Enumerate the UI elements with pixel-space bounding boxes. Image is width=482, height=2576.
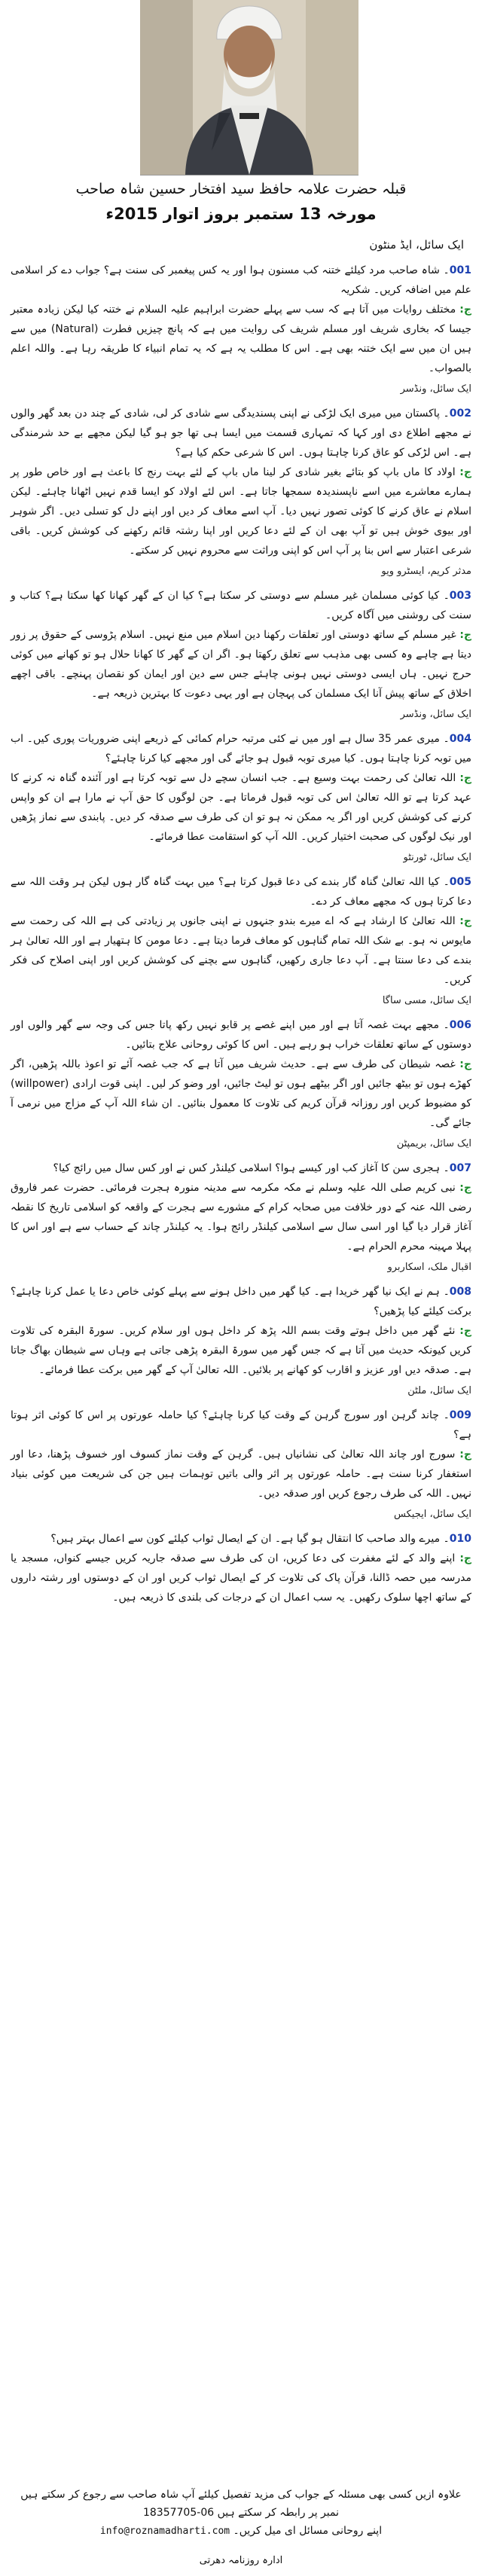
answer-tag: ج: xyxy=(459,1058,471,1070)
next-sender: ایک سائل، مسی ساگا xyxy=(382,995,471,1006)
qa-entry xyxy=(11,586,471,723)
answer-tag: ج: xyxy=(459,304,471,316)
question-text: 001۔ شاہ صاحب مرد کیلئے ختنہ کب مسنون ہوا اور یہ کس پیغمبر کی سنت ہے؟ جواب دے کر اسلامی علم میں اضافہ کریں۔ شکریہ xyxy=(11,264,471,296)
next-sender: اقبال ملک، اسکاربرو xyxy=(387,1262,471,1273)
question-number: 010 xyxy=(449,1533,471,1545)
qa-entry xyxy=(11,872,471,1009)
qa-entry xyxy=(11,1406,471,1523)
next-sender: ایک سائل، بریمپٹن xyxy=(396,1138,471,1149)
answer-text xyxy=(11,1321,471,1380)
question-number: 004 xyxy=(449,733,471,745)
qa-entry xyxy=(11,1015,471,1152)
question-body: میری عمر 35 سال ہے اور میں نے کئی مرتبہ حرام کمائی کے ذریعے اپنی ضروریات پوری کیں۔ اب میں توبہ کرنا چاہتا ہوں۔ کیا میری توبہ قبول ہو جائے گی اور مجھے کیا کرنا چاہئے؟ xyxy=(11,733,471,765)
qa-entry xyxy=(11,1529,471,1607)
first-sender: ایک سائل، ایڈ منٹون xyxy=(369,238,464,252)
question-text: 007۔ ہجری سن کا آغاز کب اور کیسے ہوا؟ اسلامی کیلنڈر کس نے اور کس سال میں رائج کیا؟ xyxy=(53,1162,471,1174)
answer-text xyxy=(11,1549,471,1607)
answer-body: اپنے والد کے لئے مغفرت کی دعا کریں، ان کی طرف سے صدقہ جاریہ کریں جیسے کنواں، مسجد یا مدرسہ میں حصہ ڈالنا، قرآن پاک کی تلاوت کر کے ایصال ثواب کریں اور ان کے دوستوں اور رشتہ داروں کے ساتھ اچھا سلوک رکھیں۔ یہ سب اعمال ان کے درجات کی بلندی کا ذریعہ ہیں۔ xyxy=(11,1552,471,1604)
portrait-image xyxy=(140,0,358,175)
publisher-line: ادارہ روزنامہ دھرتی xyxy=(199,2555,283,2566)
qa-entry xyxy=(11,404,471,580)
answer-text xyxy=(11,768,471,847)
answer-body: مختلف روایات میں آتا ہے کہ سب سے پہلے حضرت ابراہیم علیہ السلام نے ختنہ کیا لیکن زیادہ معتبر جیسا کہ بخاری شریف اور مسلم شریف کی روایت میں ہے کہ پانچ چیزیں فطرت (Natural) میں سے ہیں ان میں سے ایک ختنہ بھی ہے۔ اس کا مطلب یہ ہے کہ یہ تمام انبیاء کا طریقہ رہا ہے۔ واللہ اعلم بالصواب۔ xyxy=(11,304,471,374)
question-text: 010۔ میرے والد صاحب کا انتقال ہو گیا ہے۔ ان کے ایصال ثواب کیلئے کون سے اعمال بہتر ہیں؟ xyxy=(50,1533,471,1545)
question-text: 006۔ مجھے بہت غصہ آتا ہے اور میں اپنے غصے پر قابو نہیں رکھ پاتا جس کی وجہ سے گھر والوں اور دوستوں کے ساتھ تعلقات خراب ہو رہے ہیں۔ اس کا کوئی روحانی علاج بتائیں۔ xyxy=(11,1019,471,1051)
qa-column xyxy=(11,261,471,1612)
question-body: چاند گرہن اور سورج گرہن کے وقت کیا کرنا چاہئے؟ کیا حاملہ عورتوں پر اس کا کوئی اثر ہوتا ہے؟ xyxy=(11,1409,471,1441)
question-text: 008۔ ہم نے ایک نیا گھر خریدا ہے۔ کیا گھر میں داخل ہونے سے پہلے کوئی خاص دعا یا عمل کرنا چاہئے؟ برکت کیلئے کیا پڑھیں؟ xyxy=(11,1286,472,1317)
answer-body: اللہ تعالیٰ کی رحمت بہت وسیع ہے۔ جب انسان سچے دل سے توبہ کرتا ہے اور آئندہ گناہ نہ کرنے کا عہد کرتا ہے تو اللہ تعالیٰ اس کی توبہ قبول فرماتا ہے۔ جن لوگوں کا حق آپ نے مارا ہے ان کو واپس کرنے کی کوشش کریں اور اگر یہ ممکن نہ ہو تو ان کی طرف سے صدقہ کر دیں۔ پابندی سے نماز پڑھیں اور نیک لوگوں کی صحبت اختیار کریں۔ اللہ آپ کو استقامت عطا فرمائے۔ xyxy=(11,772,471,843)
answer-tag: ج: xyxy=(459,1448,471,1460)
answer-body: غصہ شیطان کی طرف سے ہے۔ حدیث شریف میں آتا ہے کہ جب غصہ آئے تو اعوذ باللہ پڑھیں، اگر کھڑے ہوں تو بیٹھ جائیں اور اگر بیٹھے ہوں تو لیٹ جائیں، اور وضو کر لیں۔ اپنی قوت ارادی (willpower) کو مضبوط کریں اور روزانہ قرآن کریم کی تلاوت کا معمول بنائیں۔ ان شاء اللہ آپ کے مزاج میں نرمی آ جائے گی۔ xyxy=(11,1058,471,1129)
qa-entry xyxy=(11,1158,471,1276)
answer-tag: ج: xyxy=(459,1552,472,1564)
contact-email-link[interactable]: info@roznamadharti.com xyxy=(99,2526,230,2537)
answer-body: نئے گھر میں داخل ہوتے وقت بسم اللہ پڑھ کر داخل ہوں اور سلام کریں۔ سورۃ البقرہ کی تلاوت کریں کیونکہ حدیث میں آتا ہے کہ جس گھر میں سورۃ البقرہ پڑھی جاتی ہے وہاں سے شیطان بھاگ جاتا ہے۔ صدقہ دیں اور عزیز و اقارب کو کھانے پر بلائیں۔ اللہ تعالیٰ آپ کے گھر میں برکت عطا فرمائے۔ xyxy=(11,1325,471,1376)
answer-text xyxy=(11,1178,471,1256)
question-number: 009 xyxy=(449,1409,472,1421)
answer-text xyxy=(11,1055,471,1133)
question-body: شاہ صاحب مرد کیلئے ختنہ کب مسنون ہوا اور یہ کس پیغمبر کی سنت ہے؟ جواب دے کر اسلامی علم میں اضافہ کریں۔ شکریہ xyxy=(11,264,471,296)
answer-tag: ج: xyxy=(459,772,472,784)
photo-caption: قبلہ حضرت علامہ حافظ سید افتخار حسین شاہ صاحب xyxy=(75,181,407,197)
question-text: 004۔ میری عمر 35 سال ہے اور میں نے کئی مرتبہ حرام کمائی کے ذریعے اپنی ضروریات پوری کیں۔ اب میں توبہ کرنا چاہتا ہوں۔ کیا میری توبہ قبول ہو جائے گی اور مجھے کیا کرنا چاہئے؟ xyxy=(11,733,471,765)
question-text: 002۔ پاکستان میں میری ایک لڑکی نے اپنی پسندیدگی سے شادی کر لی، شادی کے چند دن بعد گھر والوں نے مجھے اطلاع دی اور کہا کہ تمہاری قسمت میں ایسا ہی تھا جو ہو گیا لیکن مجھے بے حد شرمندگی ہے۔ اس لڑکی کو عاق کرنا چاہتا ہوں۔ اس کا شرعی حکم کیا ہے؟ xyxy=(11,407,471,459)
question-text: 005۔ کیا اللہ تعالیٰ گناہ گار بندے کی دعا قبول کرتا ہے؟ میں بہت گناہ گار ہوں لیکن ہر وقت اللہ سے دعا کرتا ہوں کہ مجھے معاف کر دے۔ xyxy=(11,876,472,908)
answer-tag: ج: xyxy=(459,915,471,927)
answer-text xyxy=(11,300,471,378)
question-number: 005 xyxy=(449,876,472,888)
answer-text xyxy=(11,1445,471,1503)
answer-text xyxy=(11,462,471,560)
answer-tag: ج: xyxy=(459,1182,471,1194)
answer-body: اولاد کا ماں باپ کو بتائے بغیر شادی کر لینا ماں باپ کے لئے بہت رنج کا باعث ہے اور خاص طور پر ہمارے معاشرے میں اسے ناپسندیدہ سمجھا جاتا ہے۔ اس لئے اولاد کو ایسا قدم نہیں اٹھانا چاہئے۔ لیکن اسلام نے عاق کرنے کا کوئی تصور نہیں دیا۔ آپ اسے معاف کر دیں اور اپنے دل کو تسلی دیں۔ اگر شوہر اور بیوی خوش ہیں تو آپ بھی ان کے لئے دعا کریں اور اپنا رشتہ قائم رکھنے کی کوشش کریں۔ باقی شرعی اعتبار سے اس بنا پر آپ اس کو اپنی وراثت سے محروم نہیں کر سکتے۔ xyxy=(11,466,471,557)
question-number: 003 xyxy=(449,590,472,602)
next-sender: ایک سائل، ملٹن xyxy=(407,1385,471,1396)
answer-text xyxy=(11,911,471,990)
qa-entry xyxy=(11,729,471,866)
footer-email-row xyxy=(0,2522,482,2541)
answer-tag: ج: xyxy=(459,629,472,641)
question-number: 007 xyxy=(449,1162,471,1174)
answer-text xyxy=(11,625,471,704)
scholar-photo xyxy=(140,0,358,175)
footer-line-2: نمبر پر رابطہ کر سکتے ہیں 06-18357705 xyxy=(142,2507,340,2519)
question-number: 001 xyxy=(449,264,471,276)
answer-body: غیر مسلم کے ساتھ دوستی اور تعلقات رکھنا دین اسلام میں منع نہیں۔ اسلام پڑوسی کے حقوق پر زور دیتا ہے چاہے وہ کسی بھی مذہب سے تعلق رکھتا ہو۔ اگر ان کے گھر کا کھانا حلال ہو تو کھانے میں کوئی حرج نہیں۔ ہاں ایسی دوستی نہیں ہونی چاہئے جس سے دین اور ایمان کو نقصان پہنچے۔ باقی اچھے اخلاق کے ساتھ پیش آنا ایک مسلمان کی پہچان ہے اور یہی دعوت کا بہترین ذریعہ ہے۔ xyxy=(11,629,471,700)
next-sender: ایک سائل، ٹورنٹو xyxy=(403,852,471,863)
footer-email-prefix: اپنے روحانی مسائل ای میل کریں۔ xyxy=(233,2525,383,2537)
footer-line-1: علاوہ ازیں کسی بھی مسئلہ کے جواب کی مزید تفصیل کیلئے آپ شاہ صاحب سے رجوع کر سکتے ہیں xyxy=(20,2489,462,2501)
question-body: پاکستان میں میری ایک لڑکی نے اپنی پسندیدگی سے شادی کر لی، شادی کے چند دن بعد گھر والوں نے مجھے اطلاع دی اور کہا کہ تمہاری قسمت میں ایسا ہی تھا جو ہو گیا لیکن مجھے بے حد شرمندگی ہے۔ اس لڑکی کو عاق کرنا چاہتا ہوں۔ اس کا شرعی حکم کیا ہے؟ xyxy=(11,407,471,459)
question-number: 002 xyxy=(449,407,471,420)
qa-entry xyxy=(11,1282,471,1399)
question-text: 003۔ کیا کوئی مسلمان غیر مسلم سے دوستی کر سکتا ہے؟ کیا ان کے گھر کھانا کھا سکتا ہے؟ کتاب و سنت کی روشنی میں آگاہ کریں۔ xyxy=(11,590,472,621)
question-body: کیا کوئی مسلمان غیر مسلم سے دوستی کر سکتا ہے؟ کیا ان کے گھر کھانا کھا سکتا ہے؟ کتاب و سنت کی روشنی میں آگاہ کریں۔ xyxy=(11,590,471,621)
question-body: میرے والد صاحب کا انتقال ہو گیا ہے۔ ان کے ایصال ثواب کیلئے کون سے اعمال بہتر ہیں؟ xyxy=(50,1533,441,1545)
next-sender: ایک سائل، ونڈسر xyxy=(400,709,471,720)
answer-tag: ج: xyxy=(459,1325,471,1337)
footer xyxy=(0,2486,482,2541)
qa-entry xyxy=(11,261,471,398)
answer-body: سورج اور چاند اللہ تعالیٰ کی نشانیاں ہیں۔ گرہن کے وقت نماز کسوف اور خسوف پڑھنا، دعا اور استغفار کرنا سنت ہے۔ حاملہ عورتوں پر اثر والی باتیں توہمات ہیں جن کی شریعت میں کوئی بنیاد نہیں۔ اللہ کی طرف رجوع کریں اور صدقہ دیں۔ xyxy=(11,1448,471,1500)
answer-body: اللہ تعالیٰ کا ارشاد ہے کہ اے میرے بندو جنہوں نے اپنی جانوں پر زیادتی کی ہے اللہ کی رحمت سے مایوس نہ ہو۔ بے شک اللہ تمام گناہوں کو معاف فرما دیتا ہے۔ دعا مومن کا ہتھیار ہے اور اللہ تعالیٰ ہر بندے کی دعا سنتا ہے۔ آپ دعا جاری رکھیں، گناہوں سے بچنے کی کوشش کریں اور اپنی اصلاح کی فکر کریں۔ xyxy=(11,915,471,986)
next-sender: ایک سائل، ایجیکس xyxy=(394,1509,471,1520)
next-sender: مدثر کریم، ایسٹرو ویو xyxy=(381,566,471,577)
question-number: 006 xyxy=(449,1019,471,1031)
answer-tag: ج: xyxy=(459,466,471,478)
question-body: کیا اللہ تعالیٰ گناہ گار بندے کی دعا قبول کرتا ہے؟ میں بہت گناہ گار ہوں لیکن ہر وقت اللہ سے دعا کرتا ہوں کہ مجھے معاف کر دے۔ xyxy=(11,876,471,908)
question-body: مجھے بہت غصہ آتا ہے اور میں اپنے غصے پر قابو نہیں رکھ پاتا جس کی وجہ سے گھر والوں اور دوستوں کے ساتھ تعلقات خراب ہو رہے ہیں۔ اس کا کوئی روحانی علاج بتائیں۔ xyxy=(11,1019,471,1051)
date-line: مورخہ 13 ستمبر بروز اتوار 2015ء xyxy=(105,205,377,223)
question-text: 009۔ چاند گرہن اور سورج گرہن کے وقت کیا کرنا چاہئے؟ کیا حاملہ عورتوں پر اس کا کوئی اثر ہوتا ہے؟ xyxy=(11,1409,472,1441)
question-body: ہجری سن کا آغاز کب اور کیسے ہوا؟ اسلامی کیلنڈر کس نے اور کس سال میں رائج کیا؟ xyxy=(53,1162,441,1174)
question-body: ہم نے ایک نیا گھر خریدا ہے۔ کیا گھر میں داخل ہونے سے پہلے کوئی خاص دعا یا عمل کرنا چاہئے؟ برکت کیلئے کیا پڑھیں؟ xyxy=(11,1286,471,1317)
question-number: 008 xyxy=(449,1286,472,1298)
answer-body: نبی کریم صلی اللہ علیہ وسلم نے مکہ مکرمہ سے مدینہ منورہ ہجرت فرمائی۔ حضرت عمر فاروق رضی اللہ عنہ کے دور خلافت میں صحابہ کرام کے مشورے سے ہجرت کے واقعہ کو اسلامی تاریخ کا نقطہ آغاز قرار دیا گیا اور اسی سال سے اسلامی کیلنڈر رائج ہوا۔ یہ کیلنڈر چاند کے حساب سے ہے اور اس کا پہلا مہینہ محرم الحرام ہے۔ xyxy=(11,1182,471,1253)
next-sender: ایک سائل، ونڈسر xyxy=(400,383,471,395)
